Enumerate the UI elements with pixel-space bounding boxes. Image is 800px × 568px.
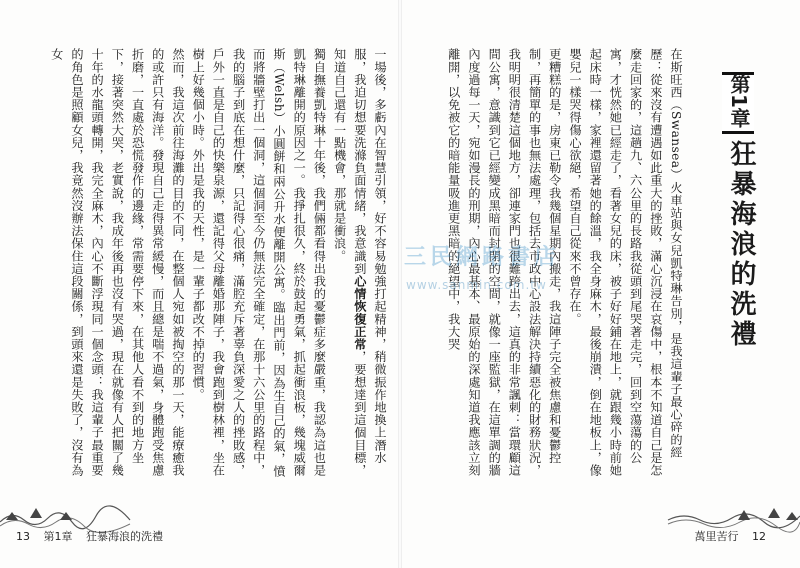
right-page-footer (695, 528, 777, 544)
right-page-number: 12 (752, 530, 766, 543)
chapter-label: 第1章 (727, 74, 751, 128)
left-paragraph-1-cont: ，要想達到這個目標，知道自己還有一點機會，那就是衝浪。 (332, 48, 367, 477)
left-paragraph-3: 然而，我這次前往海灘的目的不同，在整個人宛如被掏空的那一天，能療癒我的或許只有海洋。發現自己走得異常緩慢，而且總是喘不過氣，身體跑受焦慮折磨，一直處於恐慌發作的邊緣，常需要停下來，在其他人看不到的地方坐下，接著突然大哭，老實說，我成年後再也沒有哭過，現在就像有人把關了幾十年的水龍頭轉開，我完全麻木，內心不斷浮現同一個念頭：我這輩子最重要的角色是照顧女兒，我竟然沒辦法保住這段關係，到頭來還是失敗了，沒有為女 (49, 48, 185, 477)
left-footer-chapter-label: 第1章 (43, 530, 73, 543)
right-running-head: 萬里苦行 (694, 530, 739, 543)
watermark-url: www.sanmin.com.tw (406, 278, 547, 292)
wave-decoration-right (668, 500, 800, 530)
left-paragraph-1: 一場後，多虧內在智慧引領，好不容易勉強打起精神，稍微振作地換上潛水服，我迫切想要洗滌負面情緒，我意識到 (352, 48, 387, 464)
wave-decoration-left (0, 500, 130, 530)
watermark (400, 238, 600, 306)
right-paragraph-1: 在斯旺西（Swansea）火車站與女兒凱特琳告別，是我這輩子最心碎的經歷：從來沒有遭遇如此重大的挫敗，滿心沉浸在哀傷中，根本不知道自己是怎麼走回家的，這趟九、六公里的長路我從頭到尾哭著走完，回到空蕩蕩的公寓，才恍然她已經走了，看著女兒的床，被子好好鋪在地上，就跟幾小時前她起床時一樣，家裡還留著她的餘溫，我全身麻木，最後崩潰，倒在地板上，像嬰兒一樣哭得傷心欲絕，希望自己從來不曾存在。 (567, 48, 683, 477)
left-page-text (49, 48, 390, 478)
left-page-footer (16, 528, 173, 544)
left-bold-phrase: 心情恢復正常 (352, 274, 367, 351)
chapter-title: 狂暴海浪的洗禮 (726, 140, 756, 350)
right-paragraph-2: 更糟糕的是，房東已勒令我幾個星期內搬走，我這陣子完全被焦慮和憂鬱控制，再簡單的事也無法處理，包括去市政中心設法解決持續惡化的財務狀況，我明明很清楚這個地方，卻連家門也很難跨出去，這真的非常諷刺：當環顧這間公寓，意識到它已經變成黑暗而封閉的空間，就像一座監獄，在這單調的牆內度過每一天，宛如漫長的刑期，內心最基本、最原始的深處知道我應該立刻離開，以免被它的暗能量吸進更黑暗的絕望中，我大哭 (446, 48, 562, 477)
left-page-number: 13 (16, 530, 30, 543)
left-paragraph-2: 獨自撫養凱特琳十年後，我們倆都看得出我的憂鬱症多麼嚴重，我認為這也是凱特琳離開的原因之一。我掙扎很久，終於鼓起勇氣，抓起衝浪板，幾塊威爾斯（Welsh）小圓餅和兩公升水便離開公寓。臨出門前，因為生自己的氣，憤而將牆壁打出一個洞，這個洞至今仍無法完全確定，在那十六公里的路程中，我的腦子到底在想什麼，只記得心很痛，滿腔充斥著辜負深愛之人的挫敗感，戶外一直是自己的快樂泉源，還記得父母離婚那陣子，我會跑到樹林裡，坐在樹上好幾個小時。外出是我的天性，是一輩子都改不掉的習慣。 (191, 48, 327, 478)
left-footer-chapter-title: 狂暴海浪的洗禮 (86, 530, 163, 543)
watermark-name: 三民網路書店 (404, 245, 561, 270)
